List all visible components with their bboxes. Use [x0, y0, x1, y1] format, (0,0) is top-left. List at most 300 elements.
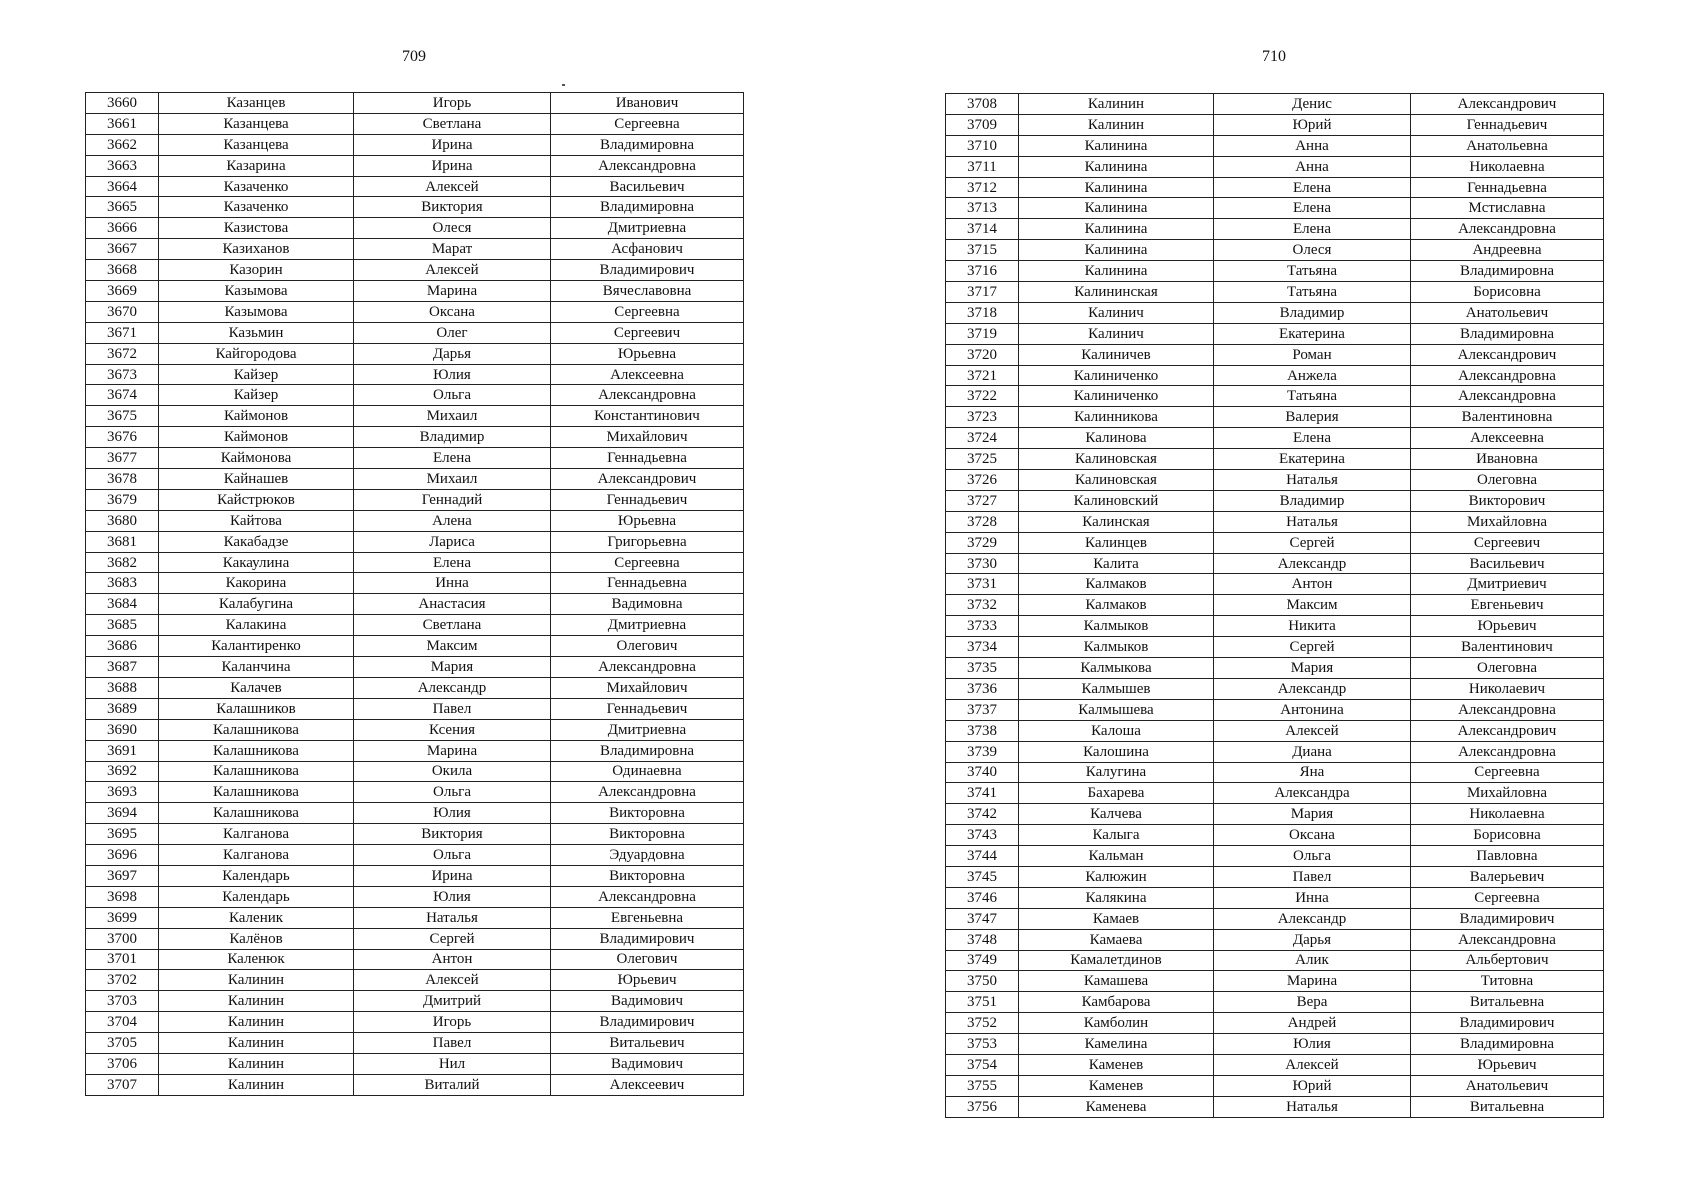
- first-name-cell: Алексей: [1214, 720, 1411, 741]
- first-name-cell: Ирина: [354, 865, 551, 886]
- patronymic-cell: Дмитриевна: [551, 615, 744, 636]
- surname-cell: Калинин: [159, 1012, 354, 1033]
- table-row: [946, 678, 1604, 699]
- table-row: [86, 615, 744, 636]
- patronymic-cell: Олегович: [551, 636, 744, 657]
- record-number-cell: 3713: [946, 198, 1019, 219]
- table-row: [946, 658, 1604, 679]
- patronymic-cell: Анатольевна: [1411, 135, 1604, 156]
- record-number-cell: 3742: [946, 804, 1019, 825]
- surname-cell: Калинина: [1019, 135, 1214, 156]
- table-row: [86, 134, 744, 155]
- patronymic-cell: Владимирович: [1411, 1013, 1604, 1034]
- table-row: [946, 992, 1604, 1013]
- patronymic-cell: Геннадьевна: [1411, 177, 1604, 198]
- surname-cell: Калинин: [159, 991, 354, 1012]
- record-number-cell: 3691: [86, 740, 159, 761]
- surname-cell: Калмышева: [1019, 699, 1214, 720]
- record-number-cell: 3690: [86, 719, 159, 740]
- table-row: [946, 720, 1604, 741]
- first-name-cell: Михаил: [354, 406, 551, 427]
- patronymic-cell: Сергеевич: [1411, 532, 1604, 553]
- table-row: [86, 93, 744, 114]
- record-number-cell: 3699: [86, 907, 159, 928]
- patronymic-cell: Владимирович: [1411, 908, 1604, 929]
- patronymic-cell: Александровна: [1411, 929, 1604, 950]
- patronymic-cell: Борисовна: [1411, 282, 1604, 303]
- surname-cell: Калинина: [1019, 261, 1214, 282]
- table-row: [86, 594, 744, 615]
- first-name-cell: Виктория: [354, 824, 551, 845]
- first-name-cell: Максим: [1214, 595, 1411, 616]
- patronymic-cell: Вадимовна: [551, 594, 744, 615]
- surname-cell: Казанцева: [159, 134, 354, 155]
- record-number-cell: 3721: [946, 365, 1019, 386]
- table-row: [946, 511, 1604, 532]
- first-name-cell: Ирина: [354, 155, 551, 176]
- first-name-cell: Александр: [354, 677, 551, 698]
- surname-cell: Кайзер: [159, 364, 354, 385]
- first-name-cell: Марат: [354, 239, 551, 260]
- first-name-cell: Алик: [1214, 950, 1411, 971]
- first-name-cell: Михаил: [354, 469, 551, 490]
- surname-cell: Калиновский: [1019, 490, 1214, 511]
- patronymic-cell: Викторовна: [551, 803, 744, 824]
- record-number-cell: 3688: [86, 677, 159, 698]
- first-name-cell: Мария: [354, 657, 551, 678]
- table-row: [946, 741, 1604, 762]
- record-number-cell: 3677: [86, 448, 159, 469]
- first-name-cell: Александр: [1214, 908, 1411, 929]
- first-name-cell: Ольга: [354, 385, 551, 406]
- first-name-cell: Олеся: [354, 218, 551, 239]
- table-row: [86, 824, 744, 845]
- surname-cell: Калинин: [159, 1074, 354, 1095]
- surname-cell: Калашникова: [159, 803, 354, 824]
- patronymic-cell: Юрьевна: [551, 510, 744, 531]
- record-number-cell: 3755: [946, 1075, 1019, 1096]
- patronymic-cell: Александровна: [551, 385, 744, 406]
- record-number-cell: 3693: [86, 782, 159, 803]
- first-name-cell: Юлия: [1214, 1034, 1411, 1055]
- surname-cell: Калашников: [159, 698, 354, 719]
- table-row: [946, 94, 1604, 115]
- first-name-cell: Светлана: [354, 615, 551, 636]
- patronymic-cell: Валерьевич: [1411, 866, 1604, 887]
- patronymic-cell: Александровна: [551, 657, 744, 678]
- table-row: [946, 1054, 1604, 1075]
- first-name-cell: Юлия: [354, 803, 551, 824]
- first-name-cell: Наталья: [1214, 511, 1411, 532]
- first-name-cell: Виталий: [354, 1074, 551, 1095]
- surname-cell: Калинич: [1019, 323, 1214, 344]
- first-name-cell: Анжела: [1214, 365, 1411, 386]
- table-row: [86, 364, 744, 385]
- first-name-cell: Ольга: [1214, 846, 1411, 867]
- table-row: [86, 260, 744, 281]
- surname-cell: Калиновская: [1019, 449, 1214, 470]
- table-row: [86, 155, 744, 176]
- record-number-cell: 3739: [946, 741, 1019, 762]
- table-row: [86, 719, 744, 740]
- record-number-cell: 3662: [86, 134, 159, 155]
- first-name-cell: Владимир: [1214, 490, 1411, 511]
- surname-cell: Кайстрюков: [159, 489, 354, 510]
- first-name-cell: Сергей: [1214, 637, 1411, 658]
- patronymic-cell: Александрович: [1411, 344, 1604, 365]
- patronymic-cell: Валентинович: [1411, 637, 1604, 658]
- surname-cell: Калита: [1019, 553, 1214, 574]
- table-row: [86, 406, 744, 427]
- surname-cell: Бахарева: [1019, 783, 1214, 804]
- record-number-cell: 3733: [946, 616, 1019, 637]
- first-name-cell: Елена: [1214, 219, 1411, 240]
- record-number-cell: 3712: [946, 177, 1019, 198]
- table-row: [86, 865, 744, 886]
- table-row: [86, 1074, 744, 1095]
- patronymic-cell: Александрович: [1411, 94, 1604, 115]
- table-row: [946, 470, 1604, 491]
- record-number-cell: 3728: [946, 511, 1019, 532]
- table-row: [946, 282, 1604, 303]
- patronymic-cell: Александровна: [551, 155, 744, 176]
- surname-cell: Каланчина: [159, 657, 354, 678]
- patronymic-cell: Михайлович: [551, 677, 744, 698]
- record-number-cell: 3734: [946, 637, 1019, 658]
- table-row: [86, 845, 744, 866]
- surname-cell: Калинина: [1019, 240, 1214, 261]
- surname-cell: Кайнашев: [159, 469, 354, 490]
- table-row: [946, 323, 1604, 344]
- patronymic-cell: Сергеевна: [1411, 887, 1604, 908]
- record-number-cell: 3670: [86, 301, 159, 322]
- surname-cell: Казымова: [159, 301, 354, 322]
- record-number-cell: 3730: [946, 553, 1019, 574]
- patronymic-cell: Вадимович: [551, 1053, 744, 1074]
- record-number-cell: 3703: [86, 991, 159, 1012]
- surname-cell: Калчева: [1019, 804, 1214, 825]
- record-number-cell: 3681: [86, 531, 159, 552]
- surname-cell: Калмаков: [1019, 574, 1214, 595]
- surname-cell: Калантиренко: [159, 636, 354, 657]
- table-row: [86, 1012, 744, 1033]
- patronymic-cell: Олеговна: [1411, 658, 1604, 679]
- first-name-cell: Инна: [1214, 887, 1411, 908]
- record-number-cell: 3711: [946, 156, 1019, 177]
- record-number-cell: 3682: [86, 552, 159, 573]
- first-name-cell: Олег: [354, 322, 551, 343]
- first-name-cell: Александр: [1214, 678, 1411, 699]
- record-number-cell: 3722: [946, 386, 1019, 407]
- record-number-cell: 3698: [86, 886, 159, 907]
- first-name-cell: Дмитрий: [354, 991, 551, 1012]
- surname-cell: Калмаков: [1019, 595, 1214, 616]
- record-number-cell: 3731: [946, 574, 1019, 595]
- table-row: [946, 804, 1604, 825]
- table-row: [946, 825, 1604, 846]
- table-row: [86, 886, 744, 907]
- patronymic-cell: Владимирович: [551, 1012, 744, 1033]
- first-name-cell: Елена: [354, 448, 551, 469]
- record-number-cell: 3750: [946, 971, 1019, 992]
- first-name-cell: Александра: [1214, 783, 1411, 804]
- surname-cell: Калмыков: [1019, 616, 1214, 637]
- table-row: [946, 971, 1604, 992]
- table-row: [946, 699, 1604, 720]
- patronymic-cell: Николаевна: [1411, 804, 1604, 825]
- patronymic-cell: Владимирович: [551, 260, 744, 281]
- patronymic-cell: Валентиновна: [1411, 407, 1604, 428]
- table-row: [946, 261, 1604, 282]
- record-number-cell: 3719: [946, 323, 1019, 344]
- patronymic-cell: Николаевна: [1411, 156, 1604, 177]
- record-number-cell: 3743: [946, 825, 1019, 846]
- table-row: [946, 1096, 1604, 1117]
- patronymic-cell: Андреевна: [1411, 240, 1604, 261]
- patronymic-cell: Анатольевич: [1411, 1075, 1604, 1096]
- table-row: [946, 762, 1604, 783]
- surname-cell: Казиханов: [159, 239, 354, 260]
- patronymic-cell: Александровна: [1411, 699, 1604, 720]
- surname-cell: Калыга: [1019, 825, 1214, 846]
- patronymic-cell: Алексеевна: [551, 364, 744, 385]
- first-name-cell: Александр: [1214, 553, 1411, 574]
- record-number-cell: 3702: [86, 970, 159, 991]
- first-name-cell: Ольга: [354, 845, 551, 866]
- first-name-cell: Сергей: [1214, 532, 1411, 553]
- patronymic-cell: Владимировна: [551, 134, 744, 155]
- first-name-cell: Владимир: [1214, 302, 1411, 323]
- record-number-cell: 3720: [946, 344, 1019, 365]
- patronymic-cell: Альбертович: [1411, 950, 1604, 971]
- record-number-cell: 3727: [946, 490, 1019, 511]
- record-number-cell: 3694: [86, 803, 159, 824]
- patronymic-cell: Мстиславна: [1411, 198, 1604, 219]
- record-number-cell: 3714: [946, 219, 1019, 240]
- table-row: [946, 490, 1604, 511]
- first-name-cell: Нил: [354, 1053, 551, 1074]
- patronymic-cell: Олегович: [551, 949, 744, 970]
- first-name-cell: Алексей: [354, 176, 551, 197]
- first-name-cell: Юлия: [354, 364, 551, 385]
- table-row: [86, 657, 744, 678]
- surname-cell: Калинич: [1019, 302, 1214, 323]
- patronymic-cell: Евгеньевич: [1411, 595, 1604, 616]
- table-row: [86, 427, 744, 448]
- patronymic-cell: Анатольевич: [1411, 302, 1604, 323]
- first-name-cell: Анастасия: [354, 594, 551, 615]
- first-name-cell: Анна: [1214, 135, 1411, 156]
- table-row: [86, 970, 744, 991]
- record-number-cell: 3700: [86, 928, 159, 949]
- record-number-cell: 3675: [86, 406, 159, 427]
- first-name-cell: Диана: [1214, 741, 1411, 762]
- patronymic-cell: Викторовна: [551, 865, 744, 886]
- table-row: [86, 239, 744, 260]
- first-name-cell: Елена: [1214, 198, 1411, 219]
- surname-cell: Калинская: [1019, 511, 1214, 532]
- record-number-cell: 3753: [946, 1034, 1019, 1055]
- table-row: [86, 677, 744, 698]
- record-number-cell: 3673: [86, 364, 159, 385]
- patronymic-cell: Викторович: [1411, 490, 1604, 511]
- surname-cell: Каленик: [159, 907, 354, 928]
- patronymic-cell: Владимировна: [1411, 323, 1604, 344]
- patronymic-cell: Александровна: [551, 782, 744, 803]
- record-number-cell: 3672: [86, 343, 159, 364]
- table-row: [86, 510, 744, 531]
- table-row: [946, 1075, 1604, 1096]
- surname-cell: Калашникова: [159, 782, 354, 803]
- table-row: [86, 385, 744, 406]
- patronymic-cell: Вадимович: [551, 991, 744, 1012]
- table-row: [946, 449, 1604, 470]
- table-row: [86, 448, 744, 469]
- patronymic-cell: Васильевич: [1411, 553, 1604, 574]
- surname-cell: Камелина: [1019, 1034, 1214, 1055]
- surname-cell: Камбарова: [1019, 992, 1214, 1013]
- patronymic-cell: Юрьевич: [1411, 616, 1604, 637]
- surname-cell: Калинина: [1019, 219, 1214, 240]
- table-row: [946, 866, 1604, 887]
- patronymic-cell: Александровна: [1411, 219, 1604, 240]
- surname-cell: Калинина: [1019, 156, 1214, 177]
- record-number-cell: 3684: [86, 594, 159, 615]
- first-name-cell: Марина: [1214, 971, 1411, 992]
- registry-table: [85, 92, 744, 1096]
- first-name-cell: Павел: [1214, 866, 1411, 887]
- table-row: [86, 489, 744, 510]
- record-number-cell: 3745: [946, 866, 1019, 887]
- patronymic-cell: Владимировна: [551, 197, 744, 218]
- first-name-cell: Лариса: [354, 531, 551, 552]
- record-number-cell: 3678: [86, 469, 159, 490]
- page-number: 710: [1262, 48, 1286, 65]
- first-name-cell: Юрий: [1214, 114, 1411, 135]
- record-number-cell: 3660: [86, 93, 159, 114]
- record-number-cell: 3756: [946, 1096, 1019, 1117]
- first-name-cell: Мария: [1214, 804, 1411, 825]
- table-row: [946, 950, 1604, 971]
- table-row: [946, 553, 1604, 574]
- table-row: [86, 698, 744, 719]
- record-number-cell: 3738: [946, 720, 1019, 741]
- surname-cell: Калиниченко: [1019, 386, 1214, 407]
- record-number-cell: 3666: [86, 218, 159, 239]
- first-name-cell: Светлана: [354, 113, 551, 134]
- record-number-cell: 3751: [946, 992, 1019, 1013]
- surname-cell: Каймонова: [159, 448, 354, 469]
- table-row: [946, 198, 1604, 219]
- patronymic-cell: Витальевна: [1411, 992, 1604, 1013]
- table-row: [86, 907, 744, 928]
- first-name-cell: Павел: [354, 1033, 551, 1054]
- patronymic-cell: Владимировна: [551, 740, 744, 761]
- surname-cell: Калашникова: [159, 761, 354, 782]
- record-number-cell: 3715: [946, 240, 1019, 261]
- record-number-cell: 3737: [946, 699, 1019, 720]
- first-name-cell: Геннадий: [354, 489, 551, 510]
- first-name-cell: Юлия: [354, 886, 551, 907]
- first-name-cell: Алексей: [354, 260, 551, 281]
- record-number-cell: 3746: [946, 887, 1019, 908]
- surname-cell: Казанцев: [159, 93, 354, 114]
- patronymic-cell: Геннадьевна: [551, 448, 744, 469]
- surname-cell: Камалетдинов: [1019, 950, 1214, 971]
- surname-cell: Казорин: [159, 260, 354, 281]
- table-row: [946, 365, 1604, 386]
- surname-cell: Какабадзе: [159, 531, 354, 552]
- record-number-cell: 3692: [86, 761, 159, 782]
- first-name-cell: Вера: [1214, 992, 1411, 1013]
- record-number-cell: 3696: [86, 845, 159, 866]
- first-name-cell: Максим: [354, 636, 551, 657]
- patronymic-cell: Сергеевна: [1411, 762, 1604, 783]
- table-row: [86, 218, 744, 239]
- patronymic-cell: Витальевна: [1411, 1096, 1604, 1117]
- patronymic-cell: Витальевич: [551, 1033, 744, 1054]
- table-row: [946, 616, 1604, 637]
- surname-cell: Кайгородова: [159, 343, 354, 364]
- record-number-cell: 3669: [86, 281, 159, 302]
- surname-cell: Калининская: [1019, 282, 1214, 303]
- record-number-cell: 3723: [946, 407, 1019, 428]
- surname-cell: Калинин: [159, 1033, 354, 1054]
- table-row: [946, 114, 1604, 135]
- first-name-cell: Наталья: [1214, 1096, 1411, 1117]
- table-row: [946, 428, 1604, 449]
- first-name-cell: Марина: [354, 281, 551, 302]
- patronymic-cell: Сергеевна: [551, 552, 744, 573]
- patronymic-cell: Константинович: [551, 406, 744, 427]
- surname-cell: Калиновская: [1019, 470, 1214, 491]
- record-number-cell: 3667: [86, 239, 159, 260]
- table-row: [86, 281, 744, 302]
- patronymic-cell: Владимировна: [1411, 1034, 1604, 1055]
- record-number-cell: 3735: [946, 658, 1019, 679]
- first-name-cell: Татьяна: [1214, 282, 1411, 303]
- table-row: [86, 782, 744, 803]
- surname-cell: Калошина: [1019, 741, 1214, 762]
- surname-cell: Калмыков: [1019, 637, 1214, 658]
- patronymic-cell: Олеговна: [1411, 470, 1604, 491]
- patronymic-cell: Вячеславовна: [551, 281, 744, 302]
- registry-table: [945, 93, 1604, 1118]
- surname-cell: Калинникова: [1019, 407, 1214, 428]
- record-number-cell: 3748: [946, 929, 1019, 950]
- first-name-cell: Екатерина: [1214, 323, 1411, 344]
- first-name-cell: Роман: [1214, 344, 1411, 365]
- surname-cell: Калмыкова: [1019, 658, 1214, 679]
- surname-cell: Камаева: [1019, 929, 1214, 950]
- patronymic-cell: Григорьевна: [551, 531, 744, 552]
- table-row: [946, 595, 1604, 616]
- surname-cell: Каймонов: [159, 406, 354, 427]
- record-number-cell: 3701: [86, 949, 159, 970]
- surname-cell: Кайтова: [159, 510, 354, 531]
- patronymic-cell: Иванович: [551, 93, 744, 114]
- table-row: [946, 532, 1604, 553]
- record-number-cell: 3661: [86, 113, 159, 134]
- surname-cell: Калмышев: [1019, 678, 1214, 699]
- surname-cell: Калёнов: [159, 928, 354, 949]
- record-number-cell: 3749: [946, 950, 1019, 971]
- patronymic-cell: Александровна: [1411, 386, 1604, 407]
- surname-cell: Казаченко: [159, 197, 354, 218]
- table-row: [946, 1034, 1604, 1055]
- first-name-cell: Татьяна: [1214, 261, 1411, 282]
- first-name-cell: Валерия: [1214, 407, 1411, 428]
